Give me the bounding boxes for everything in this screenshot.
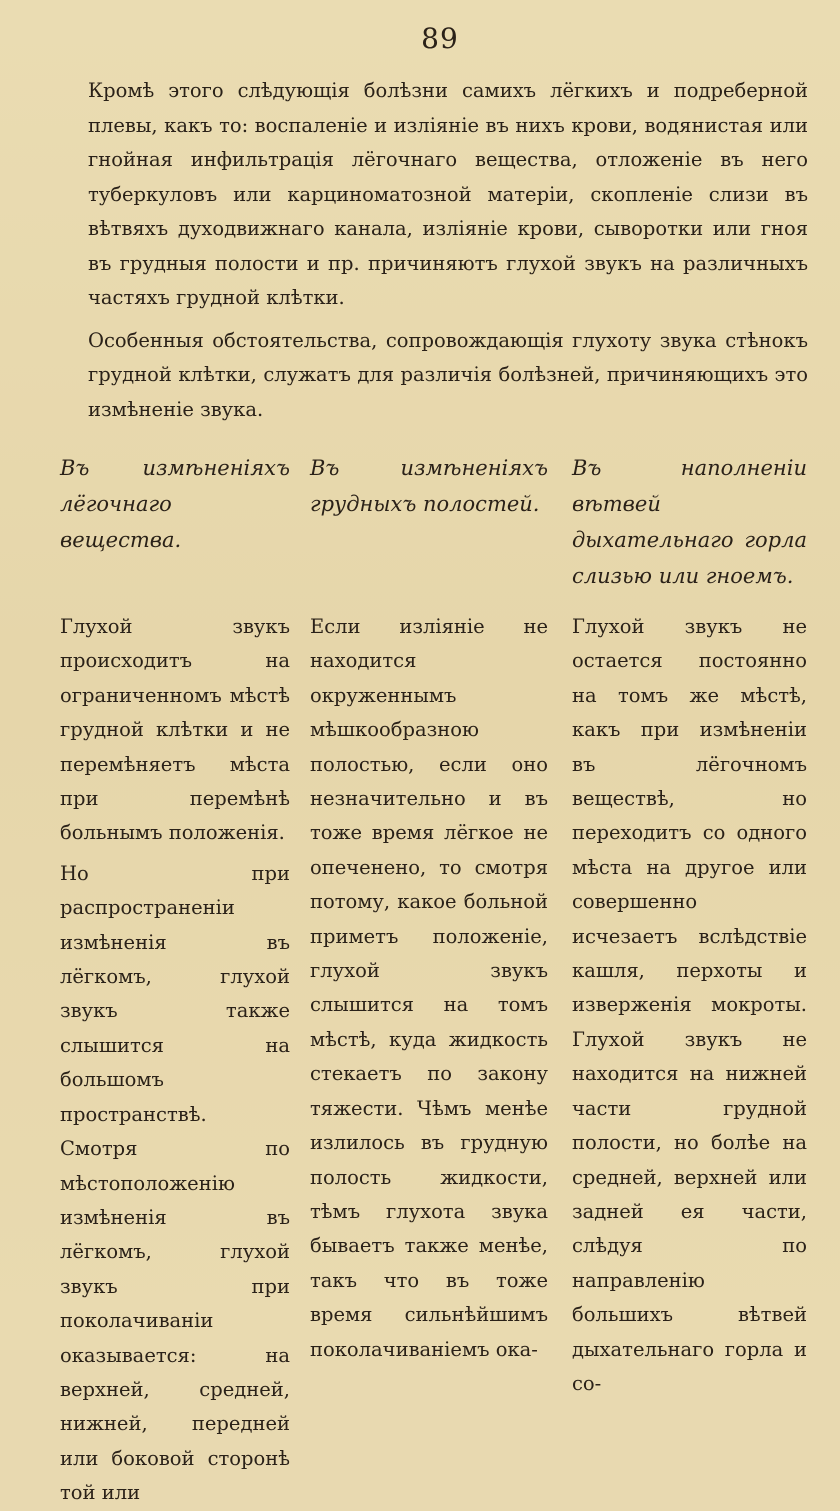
column-paragraph: Глухой звукъ происходитъ на ограниченномъ мѣстѣ грудной клѣтки и не перемѣняетъ мѣста при перемѣнѣ больнымъ положенія. <box>60 615 290 845</box>
intro-paragraph-2: Особенныя обстоятельства, сопровождающія глухоту звука стѣнокъ грудной клѣтки, служатъ для различія болѣзней, причиняющихъ это измѣненіе звука. <box>88 328 808 421</box>
column-heading: Въ наполненіи вѣтвей дыхательнаго горла слизью или гноемъ. <box>572 456 807 588</box>
column-paragraph: Глухой звукъ не остается постоянно на томъ же мѣстѣ, какъ при измѣненіи въ лёгочномъ веществѣ, но переходитъ со одного мѣста на другое или совершенно исчезаетъ вслѣдствіе кашля, перхоты и изверженія мокроты. Глухой звукъ не находится на нижней части грудной полости, но болѣе на средней, верхней или задней ея части, слѣдуя по направленію большихъ вѣтвей дыхательнаго горла и со- <box>572 615 807 1395</box>
column-heading: Въ измѣненіяхъ лёгочнаго вещества. <box>60 456 290 552</box>
column-body <box>310 610 548 1367</box>
intro-paragraph-1: Кромѣ этого слѣдующія болѣзни самихъ лёгкихъ и подреберной плевы, какъ то: воспаленіе и изліяніе въ нихъ крови, водянистая или гнойная инфильтрація лёгочнаго вещества, отложеніе въ него туберкуловъ или карциноматозной матеріи, скопленіе слизи въ вѣтвяхъ духодвижнаго канала, изліяніе крови, сыворотки или гноя въ грудныя полости и пр. причиняютъ глухой звукъ на различныхъ частяхъ грудной клѣтки. <box>88 79 808 309</box>
column-paragraph: Если изліяніе не находится окруженнымъ мѣшкообразною полостью, если оно незначительно и въ тоже время лёгкое не опеченено, то смотря потому, какое больной приметъ положеніе, глухой звукъ слышится на томъ мѣстѣ, куда жидкость стекаетъ по закону тяжести. Чѣмъ менѣе излилось въ грудную полость жидкости, тѣмъ глухота звука бываетъ также менѣе, такъ что въ тоже время сильнѣйшимъ поколачиваніемъ ока- <box>310 615 548 1361</box>
intro-text <box>88 74 808 427</box>
column-lung-tissue <box>60 450 290 1505</box>
column-body <box>60 610 290 1511</box>
page-number: 89 <box>421 22 459 55</box>
column-paragraph: Но при распространеніи измѣненія въ лёгкомъ, глухой звукъ также слышится на большомъ пространствѣ. Смотря по мѣстоположенію измѣненія въ лёгкомъ, глухой звукъ при поколачиваніи оказывается: на верхней, средней, нижней, передней или боковой сторонѣ той или <box>60 861 290 1505</box>
column-heading: Въ измѣненіяхъ грудныхъ полостей. <box>310 456 548 516</box>
column-body <box>572 610 807 1401</box>
column-bronchi <box>572 450 807 1395</box>
column-chest-cavities <box>310 450 548 1361</box>
